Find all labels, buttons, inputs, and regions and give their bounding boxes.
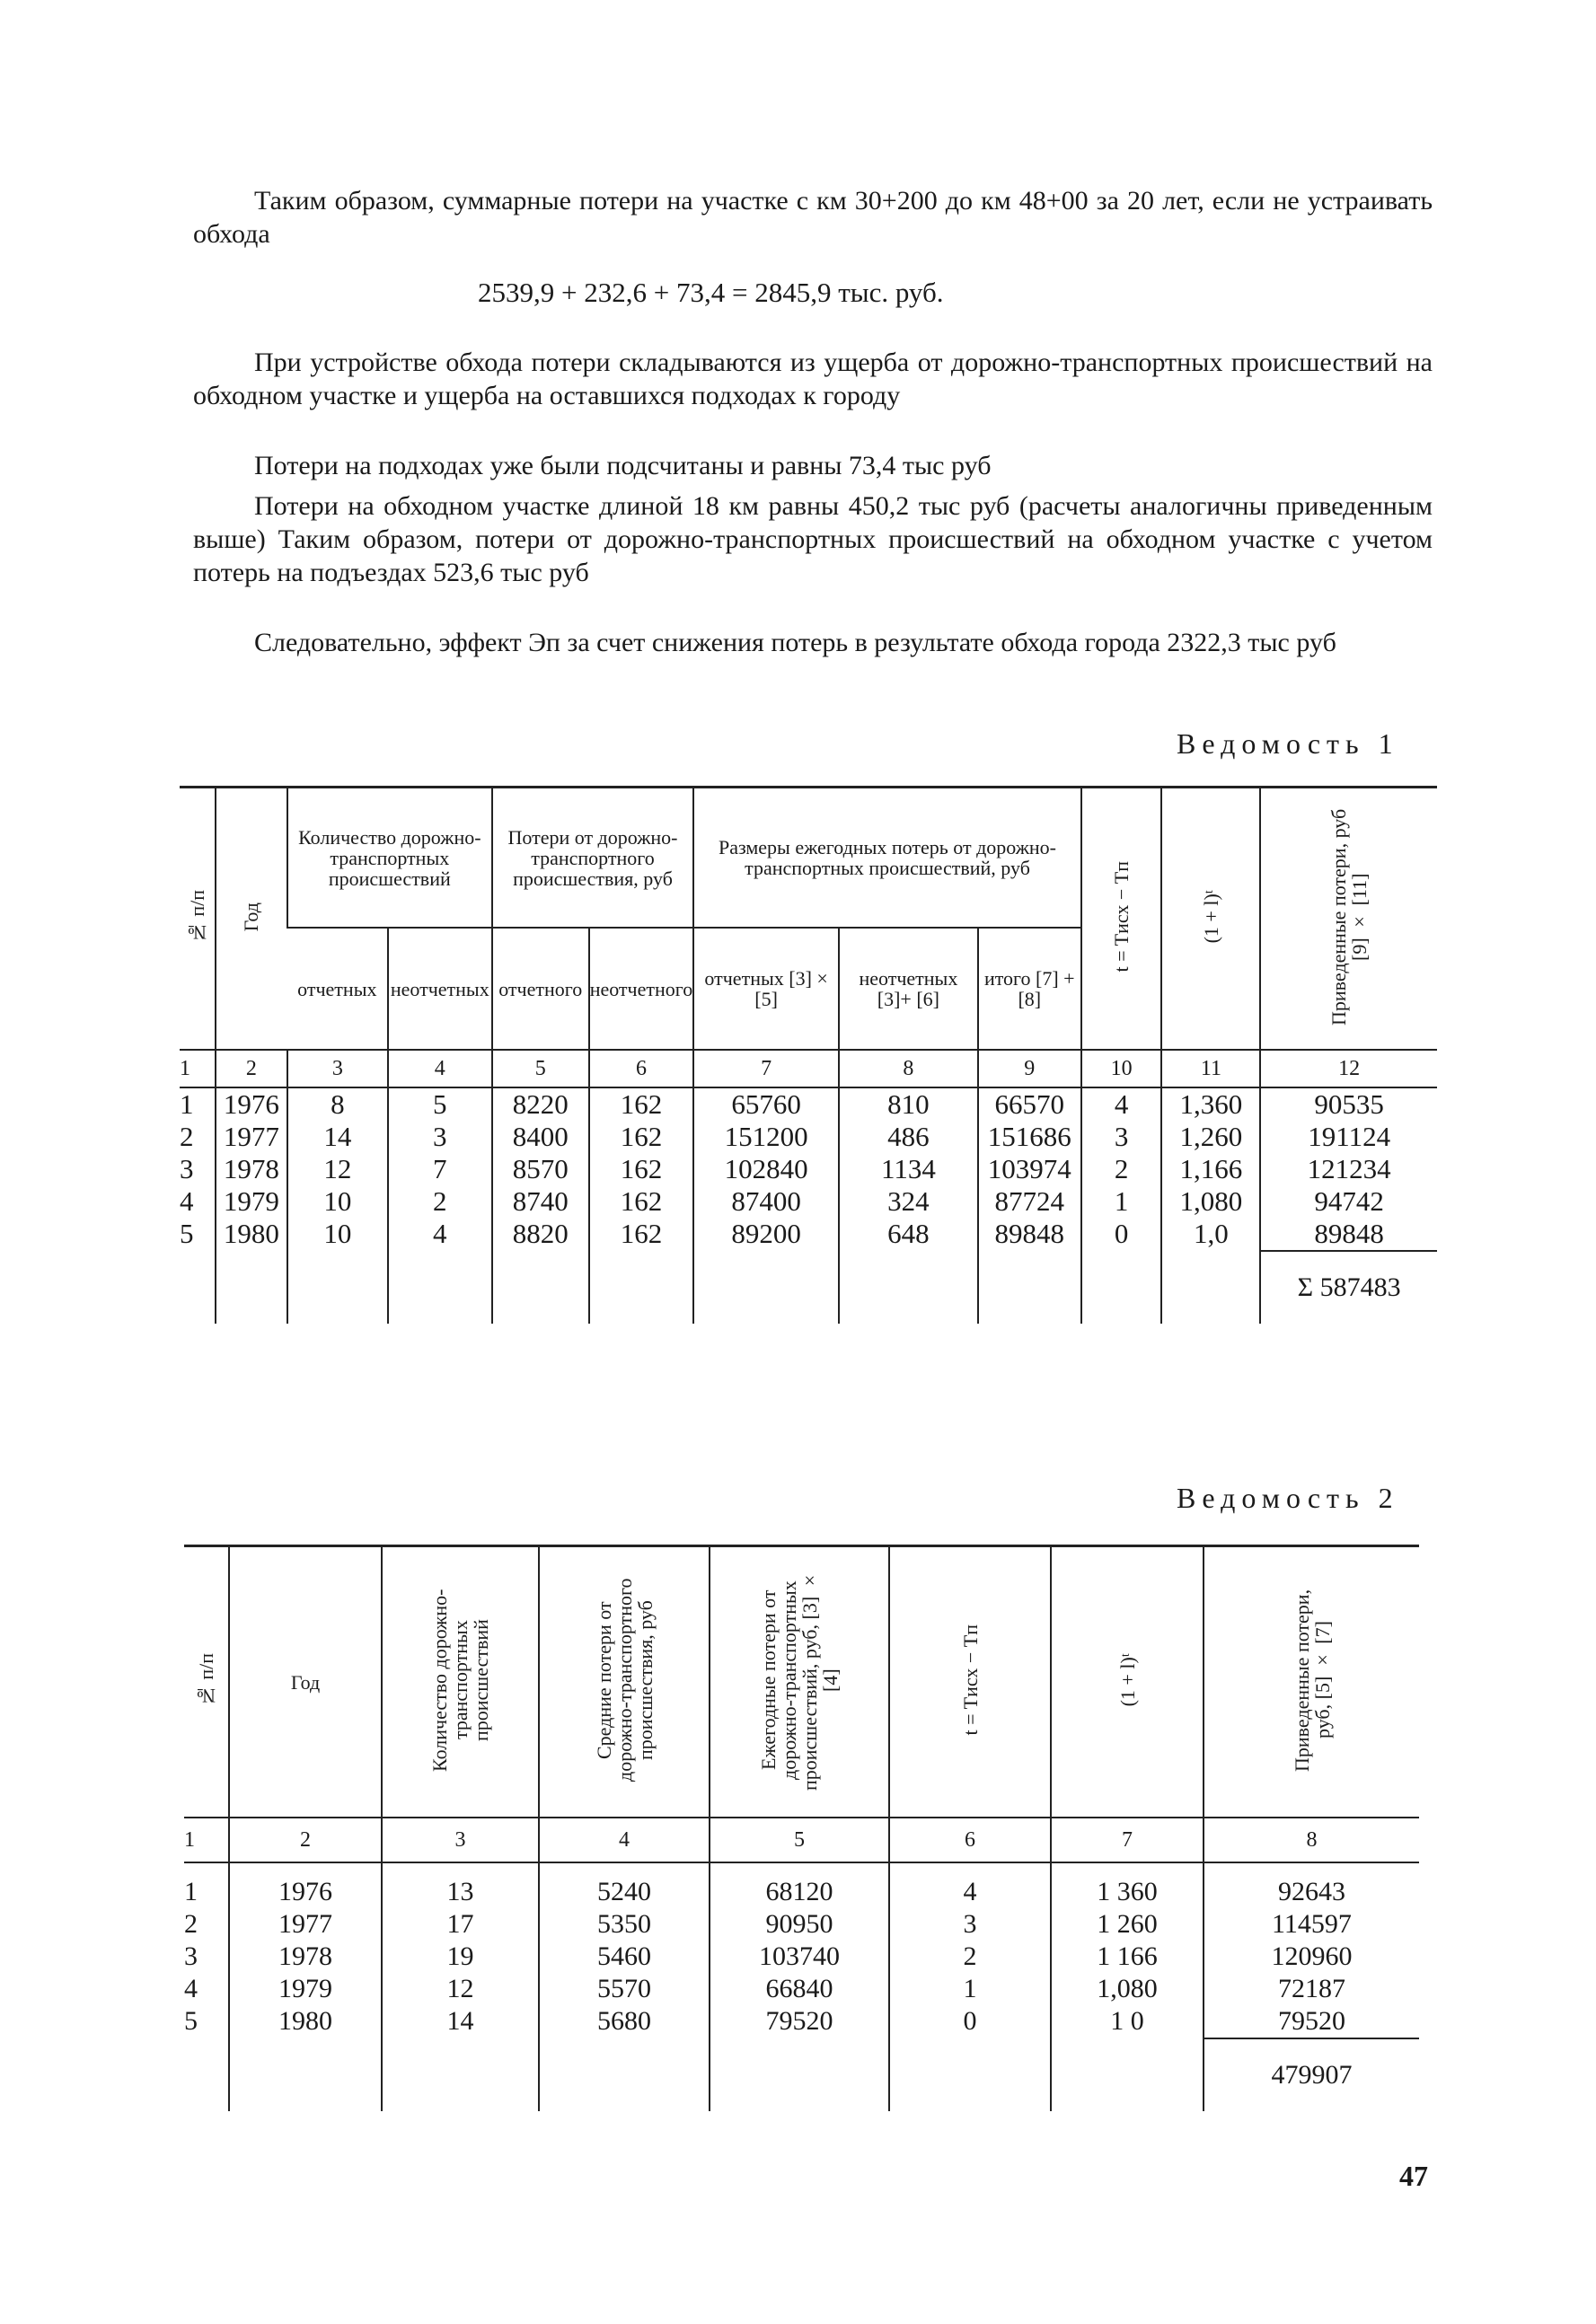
table-cell: 810 <box>887 1088 930 1120</box>
table-cell: 1,080 <box>1179 1185 1243 1217</box>
header-annual-total: итого [7] + [8] <box>978 928 1081 1050</box>
table1-data <box>180 1087 1437 1251</box>
table-cell: 66840 <box>765 1974 833 2003</box>
table-cell: 5240 <box>597 1877 651 1906</box>
table-cell: 1977 <box>278 1909 332 1939</box>
header-annual-unreported: неотчетных [3]+ [6] <box>839 928 978 1050</box>
col-number: 4 <box>388 1050 492 1087</box>
table-2 <box>184 1545 1419 2111</box>
header-loss-unreported: неотчетного <box>589 928 694 1050</box>
header-num: № п/п <box>180 788 216 1051</box>
table-cell: 1978 <box>223 1153 279 1184</box>
t2-header-num: № п/п <box>184 1546 229 1818</box>
formula: 2539,9 + 232,6 + 73,4 = 2845,9 тыс. руб. <box>478 277 944 308</box>
table-cell: 89200 <box>731 1218 801 1249</box>
table-cell: 5 <box>184 2006 198 2036</box>
table-cell: 3 <box>963 1909 977 1939</box>
t2-column-numbers-row <box>184 1818 1419 1862</box>
data-column <box>388 1087 492 1251</box>
table-cell: 1 <box>1114 1185 1129 1217</box>
data-column <box>589 1087 694 1251</box>
table1-title: Ведомость 1 <box>1177 727 1399 760</box>
data-column <box>978 1087 1081 1251</box>
col-number: 10 <box>1081 1050 1162 1087</box>
col-number: 1 <box>184 1818 229 1862</box>
table-cell: 87724 <box>994 1185 1065 1217</box>
t2-header-annual: Ежегодные потери от дорожно-транспортных происшествий, руб, [3] × [4] <box>710 1546 889 1818</box>
table-cell: 90535 <box>1314 1088 1384 1120</box>
table-cell: 151200 <box>724 1121 808 1152</box>
table-cell: 7 <box>433 1153 447 1184</box>
table-cell: 92643 <box>1278 1877 1345 1906</box>
table-cell: 2 <box>184 1909 198 1939</box>
col-number: 1 <box>180 1050 216 1087</box>
col-number: 6 <box>889 1818 1051 1862</box>
table-cell: 8400 <box>512 1121 569 1152</box>
table-cell: 94742 <box>1314 1185 1384 1217</box>
table-cell: 151686 <box>987 1121 1071 1152</box>
table-cell: 1 360 <box>1097 1877 1158 1906</box>
table-cell: 3 <box>1114 1121 1129 1152</box>
table-cell: 10 <box>323 1218 352 1249</box>
table-cell: 66570 <box>994 1088 1065 1120</box>
table-cell: 1 0 <box>1110 2006 1144 2036</box>
table-cell: 2 <box>1114 1153 1129 1184</box>
table2-data <box>184 1862 1419 2038</box>
t2-header-avg-loss: Средние потери от дорожно-транспортного происшествия, руб <box>539 1546 710 1818</box>
table-cell: 89848 <box>994 1218 1065 1249</box>
table-cell: 13 <box>446 1877 474 1906</box>
data-column <box>492 1087 589 1251</box>
col-number: 7 <box>1051 1818 1204 1862</box>
table-cell: 8820 <box>512 1218 569 1249</box>
table-cell: 162 <box>620 1121 663 1152</box>
table-cell: 8570 <box>512 1153 569 1184</box>
table-cell: 68120 <box>765 1877 833 1906</box>
table-cell: 191124 <box>1308 1121 1391 1152</box>
table-cell: 103974 <box>987 1153 1071 1184</box>
table-cell: 120960 <box>1271 1941 1353 1971</box>
table-cell: 17 <box>446 1909 474 1939</box>
table-cell: 1976 <box>278 1877 332 1906</box>
t2-header-t: t = Tисх − Tп <box>889 1546 1051 1818</box>
table-cell: 103740 <box>759 1941 840 1971</box>
data-column <box>539 1862 710 2038</box>
table-cell: 19 <box>446 1941 474 1971</box>
data-column <box>693 1087 839 1251</box>
table-cell: 1 260 <box>1097 1909 1158 1939</box>
table-cell: 8 <box>331 1088 345 1120</box>
t2-header-factor: (1 + l)ᵗ <box>1051 1546 1204 1818</box>
table-cell: 121234 <box>1307 1153 1391 1184</box>
table-cell: 2 <box>963 1941 977 1971</box>
table-cell: 1 <box>184 1877 198 1906</box>
page-number: 47 <box>1399 2160 1428 2192</box>
t2-header-year: Год <box>229 1546 382 1818</box>
table-cell: 0 <box>963 2006 977 2036</box>
paragraph-1: Таким образом, суммарные потери на участке с км 30+200 до км 48+00 за 20 лет, если не устраивать обхода <box>193 186 1433 249</box>
table-cell: 102840 <box>724 1153 808 1184</box>
col-number: 2 <box>229 1818 382 1862</box>
table-cell: 1134 <box>880 1153 936 1184</box>
data-column <box>710 1862 889 2038</box>
column-numbers-row <box>180 1050 1437 1087</box>
table-cell: 0 <box>1114 1218 1129 1249</box>
table-1 <box>180 786 1437 1324</box>
table-cell: 3 <box>184 1941 198 1971</box>
data-column <box>229 1862 382 2038</box>
table-cell: 162 <box>620 1218 663 1249</box>
col-number: 3 <box>287 1050 388 1087</box>
table-cell: 1,260 <box>1179 1121 1243 1152</box>
table-cell: 79520 <box>765 2006 833 2036</box>
header-annual-group: Размеры ежегодных потерь от дорожно-транспортных происшествий, руб <box>693 788 1080 929</box>
col-number: 11 <box>1161 1050 1260 1087</box>
table-cell: 12 <box>323 1153 352 1184</box>
table2-sum: 479907 <box>1204 2038 1419 2111</box>
paragraph-4: Потери на обходном участке длиной 18 км равны 450,2 тыс руб (расчеты аналогичны приведенным выше) Таким образом, потери от дорожно-транспортных происшествий на обходном участке с учетом потерь на подъездах 523,6 тыс руб <box>193 491 1433 587</box>
table-cell: 1976 <box>223 1088 279 1120</box>
table-cell: 90950 <box>765 1909 833 1939</box>
table-cell: 1,360 <box>1179 1088 1243 1120</box>
table-cell: 5460 <box>597 1941 651 1971</box>
table-cell: 4 <box>1114 1088 1129 1120</box>
col-number: 12 <box>1260 1050 1437 1087</box>
table-cell: 1980 <box>223 1218 279 1249</box>
table-cell: 162 <box>620 1088 663 1120</box>
table-cell: 1979 <box>278 1974 332 2003</box>
data-column <box>1260 1087 1437 1251</box>
col-number: 8 <box>839 1050 978 1087</box>
table-cell: 162 <box>620 1185 663 1217</box>
data-column <box>184 1862 229 2038</box>
data-column <box>889 1862 1051 2038</box>
table-cell: 8220 <box>512 1088 569 1120</box>
table-cell: 87400 <box>731 1185 801 1217</box>
col-number: 8 <box>1204 1818 1419 1862</box>
header-reduced: Приведенные потери, руб [9] × [11] <box>1260 788 1437 1051</box>
table-cell: 5 <box>433 1088 447 1120</box>
table-cell: 1,0 <box>1194 1218 1229 1249</box>
table-cell: 72187 <box>1278 1974 1345 2003</box>
t2-header-count: Количество дорожно-транспортных происшествий <box>382 1546 539 1818</box>
table-cell: 1977 <box>223 1121 279 1152</box>
col-number: 7 <box>693 1050 839 1087</box>
table-cell: 1,080 <box>1097 1974 1158 2003</box>
header-loss-reported: отчетного <box>492 928 589 1050</box>
table-cell: 1 166 <box>1097 1941 1158 1971</box>
table-cell: 5 <box>180 1218 194 1249</box>
table-cell: 4 <box>963 1877 977 1906</box>
table-cell: 5350 <box>597 1909 651 1939</box>
table2-title: Ведомость 2 <box>1177 1482 1399 1514</box>
table-cell: 2 <box>180 1121 194 1152</box>
data-column <box>1081 1087 1162 1251</box>
data-column <box>180 1087 216 1251</box>
data-column <box>382 1862 539 2038</box>
table-cell: 162 <box>620 1153 663 1184</box>
table-cell: 1980 <box>278 2006 332 2036</box>
table-cell: 89848 <box>1314 1218 1384 1249</box>
data-column <box>1204 1862 1419 2038</box>
paragraph-2: При устройстве обхода потери складываются из ущерба от дорожно-транспортных происшествий на обходном участке и ущерба на оставшихся подходах к городу <box>193 348 1433 410</box>
table-cell: 5680 <box>597 2006 651 2036</box>
data-column <box>287 1087 388 1251</box>
header-year: Год <box>216 788 287 1051</box>
table-cell: 1,166 <box>1179 1153 1243 1184</box>
table-cell: 79520 <box>1278 2006 1345 2036</box>
col-number: 5 <box>710 1818 889 1862</box>
data-column <box>1051 1862 1204 2038</box>
paragraph-3: Потери на подходах уже были подсчитаны и равны 73,4 тыс руб <box>254 451 992 480</box>
table-cell: 1978 <box>278 1941 332 1971</box>
table-cell: 4 <box>184 1974 198 2003</box>
table-cell: 4 <box>180 1185 194 1217</box>
header-annual-reported: отчетных [3] × [5] <box>693 928 839 1050</box>
table-cell: 324 <box>887 1185 930 1217</box>
table-cell: 5570 <box>597 1974 651 2003</box>
table-cell: 14 <box>323 1121 352 1152</box>
table-cell: 10 <box>323 1185 352 1217</box>
col-number: 4 <box>539 1818 710 1862</box>
table-cell: 486 <box>887 1121 930 1152</box>
header-count-group: Количество дорожно-транспортных происшествий <box>287 788 492 929</box>
col-number: 5 <box>492 1050 589 1087</box>
header-reported: отчетных <box>287 928 388 1050</box>
table-cell: 2 <box>433 1185 447 1217</box>
col-number: 2 <box>216 1050 287 1087</box>
table-cell: 65760 <box>731 1088 801 1120</box>
table-cell: 1979 <box>223 1185 279 1217</box>
table-cell: 1 <box>963 1974 977 2003</box>
data-column <box>216 1087 287 1251</box>
col-number: 9 <box>978 1050 1081 1087</box>
table-cell: 3 <box>180 1153 194 1184</box>
col-number: 3 <box>382 1818 539 1862</box>
table-cell: 12 <box>446 1974 474 2003</box>
t2-header-reduced: Приведенные потери, руб, [5] × [7] <box>1204 1546 1419 1818</box>
col-number: 6 <box>589 1050 694 1087</box>
header-t: t = Tисх − Tп <box>1081 788 1162 1051</box>
data-column <box>839 1087 978 1251</box>
table-cell: 1 <box>180 1088 194 1120</box>
header-factor: (1 + l)ᵗ <box>1161 788 1260 1051</box>
table-cell: 14 <box>446 2006 474 2036</box>
table-cell: 648 <box>887 1218 930 1249</box>
table-cell: 8740 <box>512 1185 569 1217</box>
data-column <box>1161 1087 1260 1251</box>
header-unreported: неотчетных <box>388 928 492 1050</box>
table-cell: 4 <box>433 1218 447 1249</box>
header-loss-group: Потери от дорожно-транспортного происшествия, руб <box>492 788 694 929</box>
table-cell: 114597 <box>1272 1909 1352 1939</box>
paragraph-5: Следовательно, эффект Эп за счет снижения потерь в результате обхода города 2322,3 тыс руб <box>254 628 1336 657</box>
table1-sum: Σ 587483 <box>1260 1251 1437 1324</box>
table-cell: 3 <box>433 1121 447 1152</box>
